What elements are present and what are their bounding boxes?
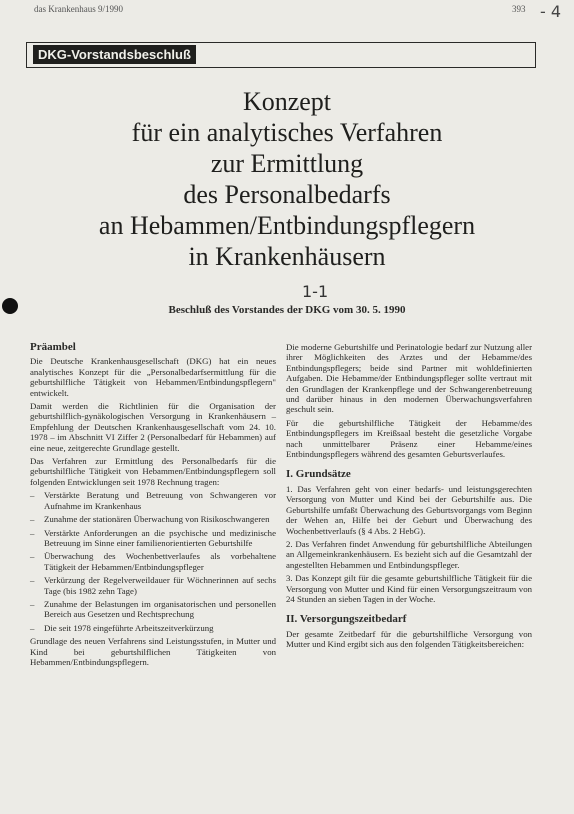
title-line: Konzept bbox=[242, 87, 332, 116]
list-item: – Zunahme der Belastungen im organisatorischen und personellen Bereich aus Gesetzen und Rechtsprechung bbox=[30, 599, 276, 620]
handwritten-note-mid: 1-1 bbox=[302, 282, 329, 301]
paragraph: Für die geburtshilfliche Tätigkeit der Hebamme/des Entbindungspflegers im Kreißsaal besteht die gesetzliche Vorgabe nach unmittelbarer Präsenz einer Hebamme/eines Entbindungspflegers während des gesamten Geburtsverlaufes. bbox=[286, 417, 532, 460]
list-item: 3. Das Konzept gilt für die gesamte geburtshilfliche Tätigkeit für die Versorgung von Mutter und Kind für einen Versorgungszeitraum von 24 Stunden an sieben Tagen in der Woche. bbox=[286, 573, 532, 604]
journal-header: das Krankenhaus 9/1990 bbox=[34, 4, 123, 14]
title-line: für ein analytisches Verfahren bbox=[131, 118, 443, 147]
right-column bbox=[286, 342, 532, 653]
title-line: des Personalbedarfs bbox=[183, 180, 391, 209]
list-item: – Verstärkte Anforderungen an die psychische und medizinische Betreuung im Sinne einer familienorientierten Geburtshilfe bbox=[30, 528, 276, 549]
section-banner bbox=[26, 42, 536, 68]
list-item: – Die seit 1978 eingeführte Arbeitszeitverkürzung bbox=[30, 623, 276, 633]
list-item: – Verstärkte Beratung und Betreuung von Schwangeren vor Aufnahme im Krankenhaus bbox=[30, 490, 276, 511]
paragraph: Die Deutsche Krankenhausgesellschaft (DKG) hat ein neues analytisches Konzept für die „Personalbedarfsermittlung für die geburtshilfliche Tätigkeit von Hebammen/Entbindungspflegern" entwickelt. bbox=[30, 356, 276, 398]
list-item: 1. Das Verfahren geht von einer bedarfs- und leistungsgerechten Versorgung von Mutter und Kind bei der Geburtshilfe aus. Die Geburtshilfe umfaßt Überwachung des Geburtsvorgangs vom Beginn der Wehen an, Hilfe bei der Geburt und Überwachung des Wochenbettverlaufs (§ 4 Abs. 2 HebG). bbox=[286, 483, 532, 536]
list-item: – Überwachung des Wochenbettverlaufes als vorbehaltene Tätigkeit der Hebammen/Entbindungspfleger bbox=[30, 551, 276, 572]
paragraph: Damit werden die Richtlinien für die Organisation der geburtshilflich-gynäkologischen Versorgung in Krankenhäusern – Empfehlung der Deutschen Krankenhausgesellschaft vom 24. 10. 1978 – im Abschnitt VI Ziffer 2 (Personalbedarf für Hebammen) auf eine neue, zeitgerechte Grundlage gestellt. bbox=[30, 401, 276, 453]
paragraph: Grundlage des neuen Verfahrens sind Leistungsstufen, in Mutter und Kind bei geburtshilflichen Tätigkeiten von Hebammen/Entbindungspflegern. bbox=[30, 636, 276, 667]
title-line: zur Ermittlung bbox=[210, 149, 364, 178]
left-column bbox=[30, 342, 276, 670]
paragraph: Der gesamte Zeitbedarf für die geburtshilfliche Versorgung von Mutter und Kind ergibt sich aus den folgenden Tätigkeitsbereichen: bbox=[286, 628, 532, 650]
page-number: 393 bbox=[512, 4, 526, 14]
preamble-heading: Präambel bbox=[30, 341, 76, 353]
development-list bbox=[30, 490, 276, 633]
handwritten-note-top: - 4 bbox=[540, 2, 562, 21]
title-line: an Hebammen/Entbindungspflegern bbox=[98, 211, 476, 240]
document-title bbox=[0, 86, 574, 272]
section-heading-grundsaetze: I. Grundsätze bbox=[286, 468, 351, 481]
title-line: in Krankenhäusern bbox=[188, 242, 386, 271]
list-item: – Zunahme der stationären Überwachung von Risikoschwangeren bbox=[30, 514, 276, 524]
resolution-subtitle: Beschluß des Vorstandes der DKG vom 30. 5. 1990 bbox=[168, 304, 406, 316]
paragraph: Die moderne Geburtshilfe und Perinatologie bedarf zur Nutzung aller ihrer Möglichkeiten des Arztes und der Hebamme/des Entbindungspflegers; beide sind Partner mit wohldefinierten Aufgaben. Die Hebamme/der Entbindungspfleger sollte vertraut mit den Grundlagen der Krankenpflege und der Schwangerenbetreuung und darüber hinaus in den modernen Überwachungsverfahren geschult sein. bbox=[286, 342, 532, 415]
principles-list bbox=[286, 484, 532, 604]
paragraph: Das Verfahren zur Ermittlung des Personalbedarfs für die geburtshilfliche Tätigkeit von Hebammen/Entbindungspflegern soll folgenden Entwicklungen seit 1978 Rechnung tragen: bbox=[30, 456, 276, 487]
list-item: 2. Das Verfahren findet Anwendung für geburtshilfliche Abteilungen an Allgemeinkrankenhäusern. Es bezieht sich auf die Gesamtzahl der angestellten Hebammen und Entbindungspfleger. bbox=[286, 538, 532, 570]
banner-label: DKG-Vorstandsbeschluß bbox=[33, 45, 196, 64]
section-heading-versorgungszeitbedarf: II. Versorgungszeitbedarf bbox=[286, 613, 407, 626]
list-item: – Verkürzung der Regelverweildauer für Wöchnerinnen auf sechs Tage (bis 1982 zehn Tage) bbox=[30, 575, 276, 596]
